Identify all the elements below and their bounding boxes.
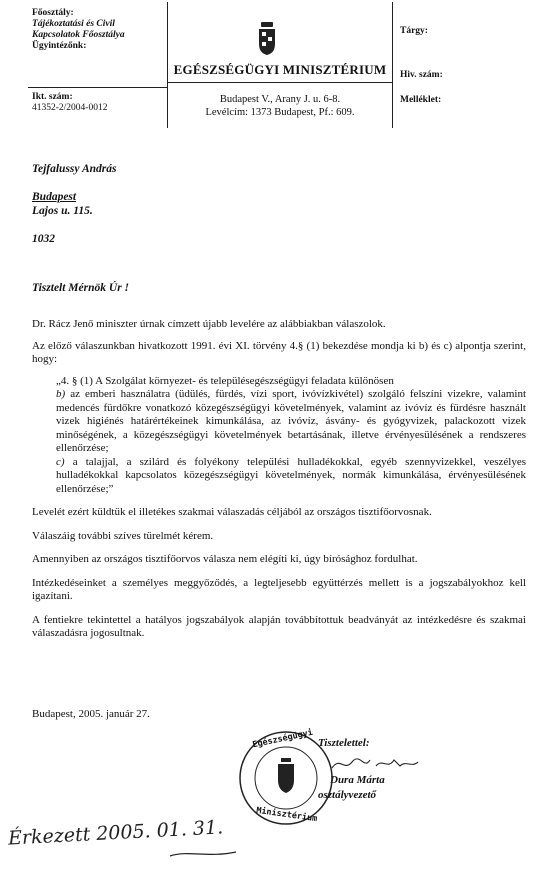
paragraph-5: Amennyiben az országos tisztifőorvos válasza nem elégíti ki, úgy bírósághoz fordulhat. — [32, 553, 418, 565]
department-label: Főosztály: — [32, 8, 74, 18]
reference-number-label: Hiv. szám: — [400, 70, 443, 80]
subject-label: Tárgy: — [400, 26, 428, 36]
law-quote-point-c — [56, 456, 526, 497]
filing-number-value: 41352-2/2004-0012 — [32, 103, 108, 113]
stamp-text-bottom: Minisztérium — [255, 805, 318, 825]
official-stamp — [238, 727, 334, 826]
closing-regards: Tisztelettel: — [318, 737, 370, 749]
handwritten-underline-icon — [168, 848, 238, 860]
paragraph-7: A fentiekre tekintettel a hatályos jogszabályok alapján továbbítottuk beadványát az intézkedésre és szakmai válaszadásra jogosultnak. — [32, 613, 526, 639]
filing-number-block — [32, 92, 162, 114]
header-rule-left — [28, 87, 168, 88]
paragraph-6: Intézkedéseinket a személyes meggyőződés, a legteljesebb együttérzés mellett is a jogszabályokhoz kell igazítani. — [32, 576, 526, 602]
ministry-address — [168, 93, 392, 119]
recipient-name: Tejfalussy András — [32, 163, 117, 175]
ministry-name: EGÉSZSÉGÜGYI MINISZTÉRIUM — [173, 62, 387, 77]
recipient-zip: 1032 — [32, 233, 55, 245]
coat-of-arms-icon — [256, 22, 278, 56]
point-c-text: a talajjal, a szilárd és folyékony települési hulladékokkal, egyéb szennyvizekkel, veszélyes hulladékokkal kapcsolatos közegészségügyi követelmények, normák kimunkálása, érvényesülésének ellenőrzése;” — [56, 455, 526, 495]
salutation: Tisztelt Mérnök Úr ! — [32, 282, 130, 294]
ministry-street-address: Budapest V., Arany J. u. 6-8. — [219, 94, 341, 105]
point-b-label: b) — [56, 388, 66, 400]
department-name-line1: Tájékoztatási és Civil — [32, 19, 115, 29]
signature-icon — [330, 752, 420, 774]
attachment-label: Melléklet: — [400, 95, 442, 105]
paragraph-4: Válaszáig további szíves türelmét kérem. — [32, 529, 214, 542]
point-c-label: c) — [56, 455, 65, 468]
ministry-postal-address: Levélcím: 1373 Budapest, Pf.: 609. — [205, 107, 355, 118]
recipient-street: Lajos u. 115. — [32, 205, 93, 217]
handwritten-received-note: Érkezett 2005. 01. 31. — [7, 816, 224, 850]
filing-number-label: Ikt. szám: — [32, 92, 73, 102]
paragraph-2: Az előző válaszunkban hivatkozott 1991. évi XI. törvény 4.§ (1) bekezdése mondja ki b) és c) alpontja szerint, hogy: — [32, 339, 526, 365]
law-quote-intro: „4. § (1) A Szolgálat környezet- és településegészségügyi feladata különösen — [56, 374, 394, 387]
signatory-title: osztályvezető — [318, 789, 377, 801]
header-rule-center — [167, 82, 393, 83]
department-name-line2: Kapcsolatok Főosztálya — [32, 30, 125, 40]
stamp-text-top: Egészségügyi — [251, 727, 314, 751]
header-divider-right — [392, 2, 393, 128]
case-officer-label: Ügyintézőnk: — [32, 41, 87, 51]
law-quote — [32, 375, 526, 497]
signatory-name: Dura Márta — [330, 774, 385, 786]
department-block — [32, 8, 162, 52]
paragraph-3: Levelét ezért küldtük el illetékes szakmai válaszadás céljából az országos tisztifőorvosnak. — [32, 506, 432, 518]
law-quote-point-b — [56, 388, 526, 456]
recipient-block — [32, 162, 116, 246]
point-b-text: az emberi használatra (üdülés, fürdés, vízi sport, ivóvízkivétel) szolgáló felszíni vizekre, valamint medencés fürdőkre vonatkozó közegészségügyi követelmények, valamint az ivóvíz és fürdésre használt vizek higiénés határértékeinek kimunkálása, az ivóvíz, ásvány- és gyógyvizek, palackozott vizek minőségének, a közegészségügyi követelmények betartásának, illetve érvényesülésének a rendszeres ellenőrzése; — [56, 388, 526, 454]
letter-date: Budapest, 2005. január 27. — [32, 708, 150, 720]
recipient-city: Budapest — [32, 191, 77, 203]
paragraph-1: Dr. Rácz Jenő miniszter úrnak címzett újabb levelére az alábbiakban válaszolok. — [32, 318, 386, 330]
letter-body — [32, 318, 526, 641]
